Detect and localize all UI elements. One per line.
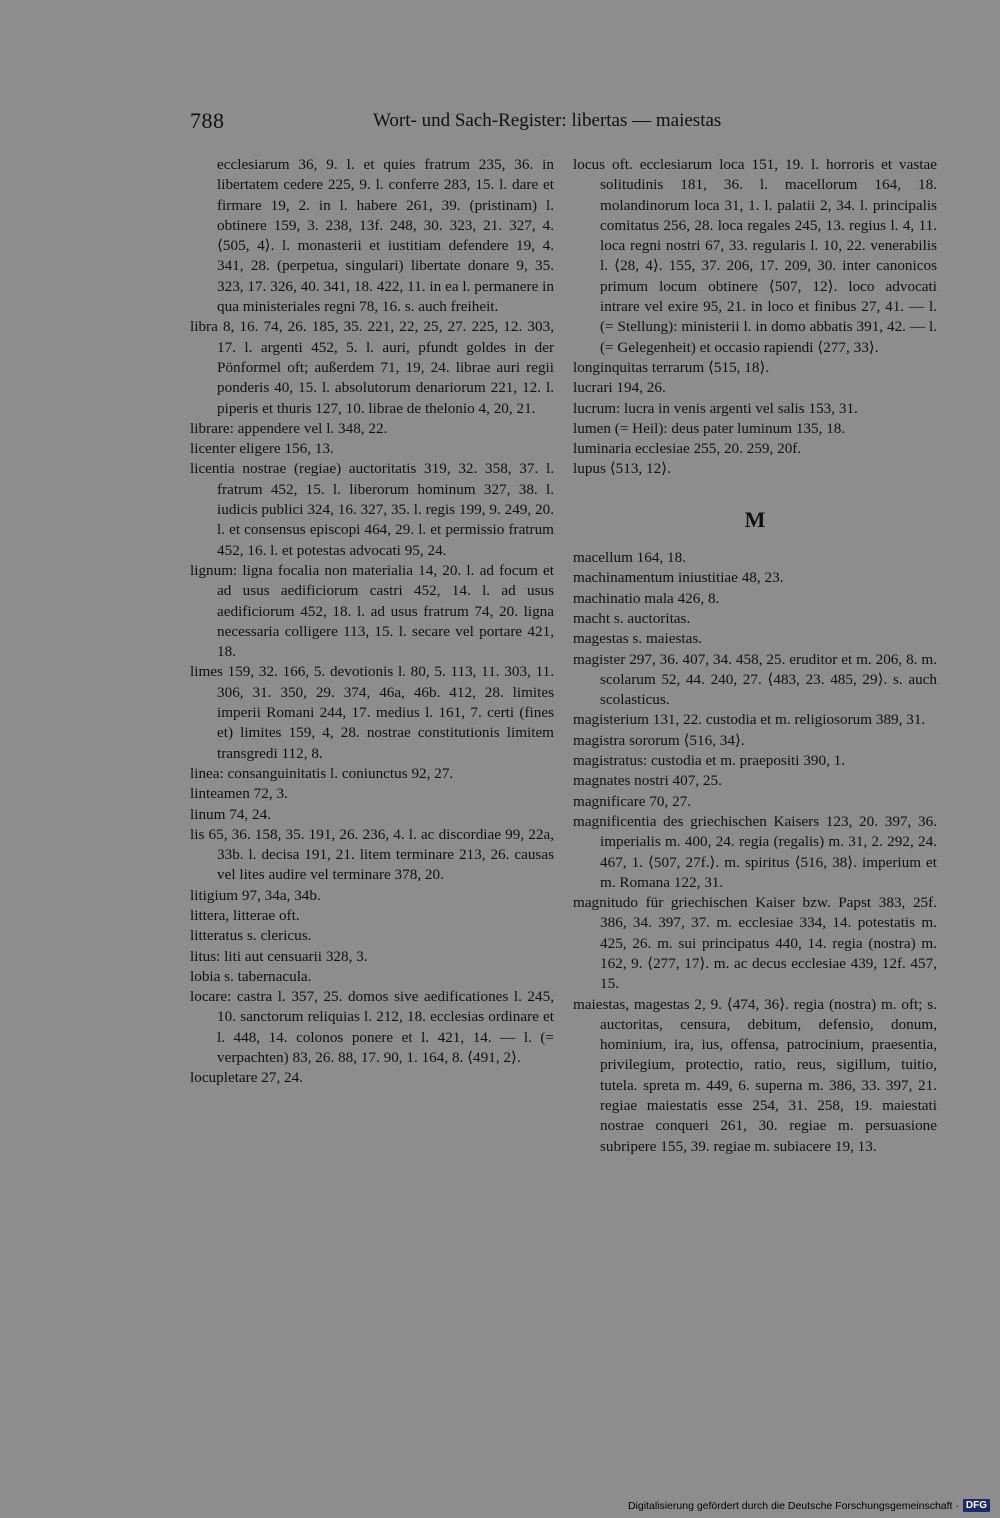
index-entry: licenter eligere 156, 13. [190, 440, 334, 458]
page-number: 788 [190, 108, 225, 133]
index-entry: magister 297, 36. 407, 34. 458, 25. eruditor et m. 206, 8. m. scolarum 52, 44. 240, 27. ⟨483, 23. 485, 29⟩. s. auch scolasticus. [573, 650, 937, 709]
dfg-logo: DFG [963, 1499, 990, 1512]
index-entry: machinatio mala 426, 8. [573, 589, 720, 607]
index-entry: magnificentia des griechischen Kaisers 123, 20. 397, 36. imperialis m. 400, 24. regia (regalis) m. 31, 2. 292, 24. 467, 1. ⟨507, 27f.⟩. m. spiritus ⟨516, 38⟩. imperium et m. Romana 122, 31. [573, 812, 937, 891]
index-entry: magnificare 70, 27. [573, 792, 692, 810]
index-entry: magnates nostri 407, 25. [573, 772, 722, 790]
index-entry: litus: liti aut censuarii 328, 3. [190, 947, 368, 965]
index-entry: lucrari 194, 26. [573, 379, 666, 397]
index-entry: librare: appendere vel l. 348, 22. [190, 419, 388, 437]
index-entry: lumen (= Heil): deus pater luminum 135, 18. [573, 419, 846, 437]
index-entry: machinamentum iniustitiae 48, 23. [573, 569, 784, 587]
index-entry: limes 159, 32. 166, 5. devotionis l. 80, 5. 113, 11. 303, 11. 306, 31. 350, 29. 374, 46a, 46b. 412, 28. limites imperii Romani 244, 17. medius l. 161, 7. certi (fines et) limites 159, 4, 28. nostrae constitutionis limitem transgredi 112, 8. [190, 663, 554, 762]
index-entry: lucrum: lucra in venis argenti vel salis 153, 31. [573, 399, 858, 417]
index-entry: magnitudo für griechischen Kaiser bzw. Papst 383, 25f. 386, 34. 397, 37. m. ecclesiae 334, 14. potestatis m. 425, 26. m. sui principatus 440, 14. regia (nostra) m. 162, 9. ⟨277, 17⟩. m. ac decus ecclesiae 439, 12f. 457, 15. [573, 894, 937, 993]
index-entry: magistratus: custodia et m. praepositi 390, 1. [573, 752, 846, 770]
index-entry: locare: castra l. 357, 25. domos sive aedificationes l. 245, 10. sanctorum reliquias l. 212, 18. ecclesias ordinare et l. 448, 14. colonos ponere et l. 421, 14. — l. (= verpachten) 83, 26. 88, 17. 90, 1. 164, 8. ⟨491, 2⟩. [190, 988, 554, 1067]
footer-text: Digitalisierung gefördert durch die Deutsche Forschungsgemeinschaft · [627, 1499, 959, 1512]
index-entry: locus oft. ecclesiarum loca 151, 19. l. horroris et vastae solitudinis 181, 36. l. macellorum 164, 18. molandinorum loca 31, 1. l. palatii 2, 34. l. principalis comitatus 256, 28. loca regales 245, 13. regius l. 4, 11. loca regni nostri 67, 33. regularis l. 10, 22. venerabilis l. ⟨28, 4⟩. 155, 37. 206, 17. 209, 30. inter canonicos primum locum obtinere ⟨507, 12⟩. loco advocati intrare vel exire 95, 21. in loco et finibus 27, 41. — l. (= Stellung): ministerii l. in domo abbatis 391, 42. — l. (= Gelegenheit) et occasio rapiendi ⟨277, 33⟩. [573, 156, 937, 356]
right-column [573, 155, 937, 1157]
running-title: Wort- und Sach-Register: libertas — maiestas [373, 110, 722, 131]
index-entry: magestas s. maiestas. [573, 630, 703, 648]
section-letter: M [744, 506, 766, 532]
index-entry: lupus ⟨513, 12⟩. [573, 460, 671, 478]
index-entry: macellum 164, 18. [573, 549, 687, 567]
right-column-bottom [573, 548, 937, 1157]
index-entry: locupletare 27, 24. [190, 1069, 304, 1087]
running-head [190, 108, 750, 138]
footer [628, 1499, 990, 1512]
index-entry: littera, litterae oft. [190, 906, 300, 924]
index-entry: linea: consanguinitatis l. coniunctus 92, 27. [190, 764, 454, 782]
index-entry: litigium 97, 34a, 34b. [190, 886, 321, 904]
index-entry: macht s. auctoritas. [573, 609, 691, 627]
index-entry: linteamen 72, 3. [190, 785, 288, 803]
index-entry: ecclesiarum 36, 9. l. et quies fratrum 235, 36. in libertatem cedere 225, 9. l. conferre 283, 15. l. dare et firmare 19, 2. in l. habere 261, 39. (pristinam) l. obtinere 159, 3. 238, 13f. 248, 30. 323, 21. 327, 4. ⟨505, 4⟩. l. monasterii et iustitiam defendere 19, 4. 341, 28. (perpetua, singulari) libertate donare 9, 35. 323, 17. 326, 40. 341, 18. 422, 11. in ea l. permanere in qua ministeriales regni 78, 16. s. auch freiheit. [217, 156, 554, 316]
index-entry: libra 8, 16. 74, 26. 185, 35. 221, 22, 25, 27. 225, 12. 303, 17. l. argenti 452, 5. l. auri, pfundt goldes in der Pönformel oft; außerdem 71, 19, 24. librae auri regii ponderis 40, 15. l. absolutorum denariorum 221, 12. l. piperis et thuris 127, 10. librae de thelonio 4, 20, 21. [190, 318, 554, 417]
index-entry: lis 65, 36. 158, 35. 191, 26. 236, 4. l. ac discordiae 99, 22a, 33b. l. decisa 191, 21. litem terminare 213, 26. causas vel lites audire vel terminare 378, 20. [190, 825, 554, 884]
index-entry: magistra sororum ⟨516, 34⟩. [573, 731, 745, 749]
right-column-top [573, 155, 937, 480]
index-entry: magisterium 131, 22. custodia et m. religiosorum 389, 31. [573, 711, 926, 729]
index-entry: lobia s. tabernacula. [190, 967, 312, 985]
index-entry: linum 74, 24. [190, 805, 272, 823]
left-column [190, 155, 554, 1089]
index-entry: litteratus s. clericus. [190, 927, 312, 945]
index-entry: luminaria ecclesiae 255, 20. 259, 20f. [573, 440, 802, 458]
index-entry: maiestas, magestas 2, 9. ⟨474, 36⟩. regia (nostra) m. oft; s. auctoritas, censura, debitum, defensio, donum, hominium, ira, ius, offensa, patrocinium, praesentia, privilegium, protectio, ratio, reus, sigillum, tuitio, tutela. spreta m. 449, 6. superna m. 386, 33. 397, 21. regiae maiestatis esse 254, 31. 258, 19. maiestati nostrae conqueri 261, 30. regiae m. persuasione subripere 155, 39. regiae m. subiacere 19, 13. [573, 995, 937, 1155]
index-entry: longinquitas terrarum ⟨515, 18⟩. [573, 358, 770, 376]
index-entry: licentia nostrae (regiae) auctoritatis 319, 32. 358, 37. l. fratrum 452, 15. l. liberorum hominum 327, 38. l. iudicis publici 324, 16. 327, 35. l. regis 199, 9. 249, 20. l. et consensus episcopi 464, 29. l. et permissio fratrum 452, 16. l. et potestas advocati 95, 24. [190, 460, 554, 559]
index-entry: lignum: ligna focalia non materialia 14, 20. l. ad focum et ad usus aedificiorum castri 452, 14. l. ad usus aedificiorum 452, 18. l. ad usus fratrum 74, 20. ligna necessaria colligere 113, 15. l. secare vel portare 421, 18. [190, 561, 554, 661]
